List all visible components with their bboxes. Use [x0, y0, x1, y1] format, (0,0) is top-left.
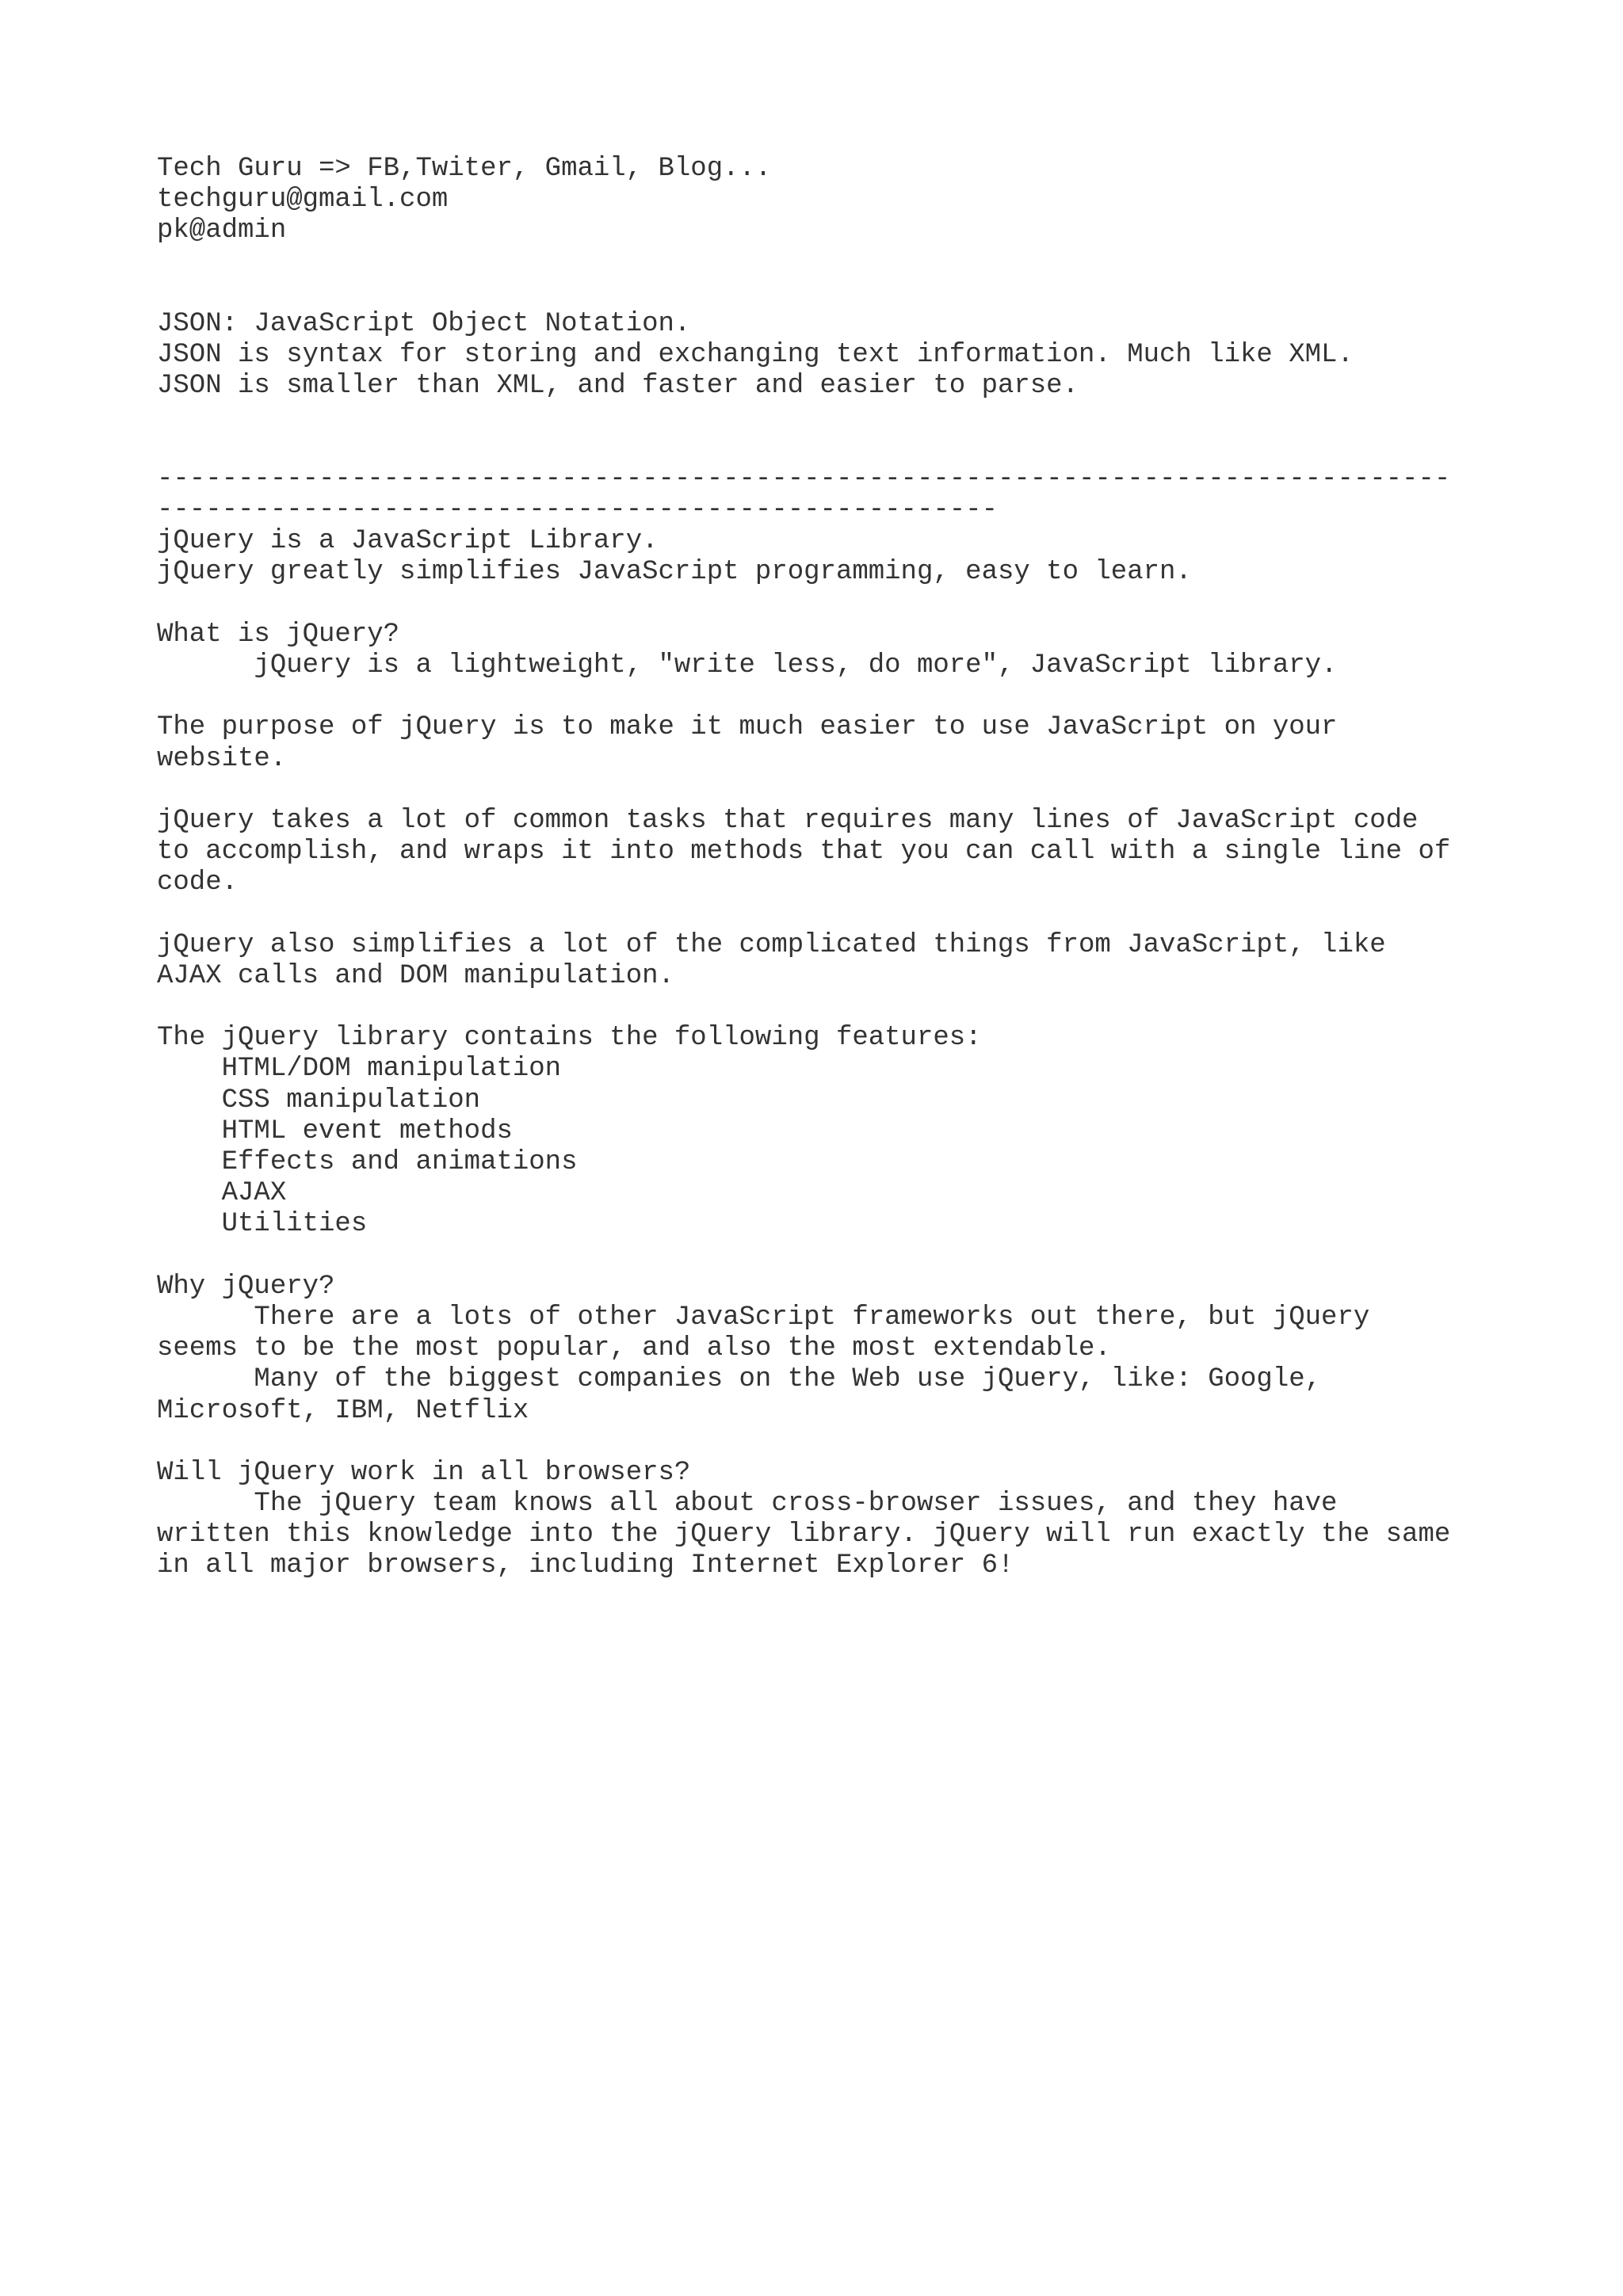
text-line: The jQuery library contains the following features:	[157, 1023, 982, 1054]
text-line: to accomplish, and wraps it into methods that you can call with a single line of	[157, 837, 1451, 868]
text-line: seems to be the most popular, and also the most extendable.	[157, 1333, 1111, 1364]
blank-line	[157, 681, 1488, 712]
text-line: jQuery also simplifies a lot of the complicated things from JavaScript, like	[157, 929, 1386, 960]
text-line: JSON is smaller than XML, and faster and easier to parse.	[157, 371, 1079, 402]
text-line: written this knowledge into the jQuery library. jQuery will run exactly the same	[157, 1520, 1451, 1550]
text-line: The jQuery team knows all about cross-browser issues, and they have	[157, 1489, 1338, 1520]
text-line: in all major browsers, including Internet Explorer 6!	[157, 1550, 1014, 1581]
separator-line: --------------------------------------------------------------------------------	[157, 463, 1451, 494]
text-line: jQuery takes a lot of common tasks that requires many lines of JavaScript code	[157, 805, 1419, 836]
text-line: jQuery is a JavaScript Library.	[157, 526, 659, 557]
blank-line	[157, 775, 1488, 806]
text-line: techguru@gmail.com	[157, 185, 449, 215]
blank-line	[157, 278, 1488, 309]
blank-line	[157, 247, 1488, 278]
blank-line	[157, 402, 1488, 433]
text-line: Many of the biggest companies on the Web use jQuery, like: Google,	[157, 1364, 1322, 1395]
text-line: What is jQuery?	[157, 619, 400, 650]
text-line: jQuery is a lightweight, "write less, do more", JavaScript library.	[157, 650, 1338, 681]
blank-line	[157, 1241, 1488, 1272]
text-line: JSON: JavaScript Object Notation.	[157, 308, 691, 339]
feature-item: Effects and animations	[157, 1147, 578, 1177]
feature-item: Utilities	[157, 1209, 368, 1240]
blank-line	[157, 899, 1488, 930]
blank-line	[157, 992, 1488, 1023]
text-line: Microsoft, IBM, Netflix	[157, 1395, 529, 1426]
text-line: website.	[157, 743, 287, 774]
document-body	[157, 154, 1488, 1582]
feature-item: HTML event methods	[157, 1116, 513, 1146]
text-line: jQuery greatly simplifies JavaScript programming, easy to learn.	[157, 557, 1192, 588]
feature-item: AJAX	[157, 1178, 287, 1209]
blank-line	[157, 433, 1488, 464]
text-line: There are a lots of other JavaScript frameworks out there, but jQuery	[157, 1302, 1370, 1333]
text-line: The purpose of jQuery is to make it much easier to use JavaScript on your	[157, 712, 1338, 743]
text-line: AJAX calls and DOM manipulation.	[157, 960, 674, 991]
separator-line: ----------------------------------------------------	[157, 495, 998, 526]
text-line: JSON is syntax for storing and exchanging text information. Much like XML.	[157, 340, 1354, 371]
text-line: Will jQuery work in all browsers?	[157, 1457, 691, 1488]
blank-line	[157, 589, 1488, 620]
text-line: Tech Guru => FB,Twiter, Gmail, Blog...	[157, 154, 772, 184]
feature-item: HTML/DOM manipulation	[157, 1054, 562, 1085]
blank-line	[157, 1427, 1488, 1458]
text-line: code.	[157, 868, 239, 898]
text-line: Why jQuery?	[157, 1271, 335, 1302]
text-line: pk@admin	[157, 215, 287, 246]
feature-item: CSS manipulation	[157, 1085, 481, 1116]
